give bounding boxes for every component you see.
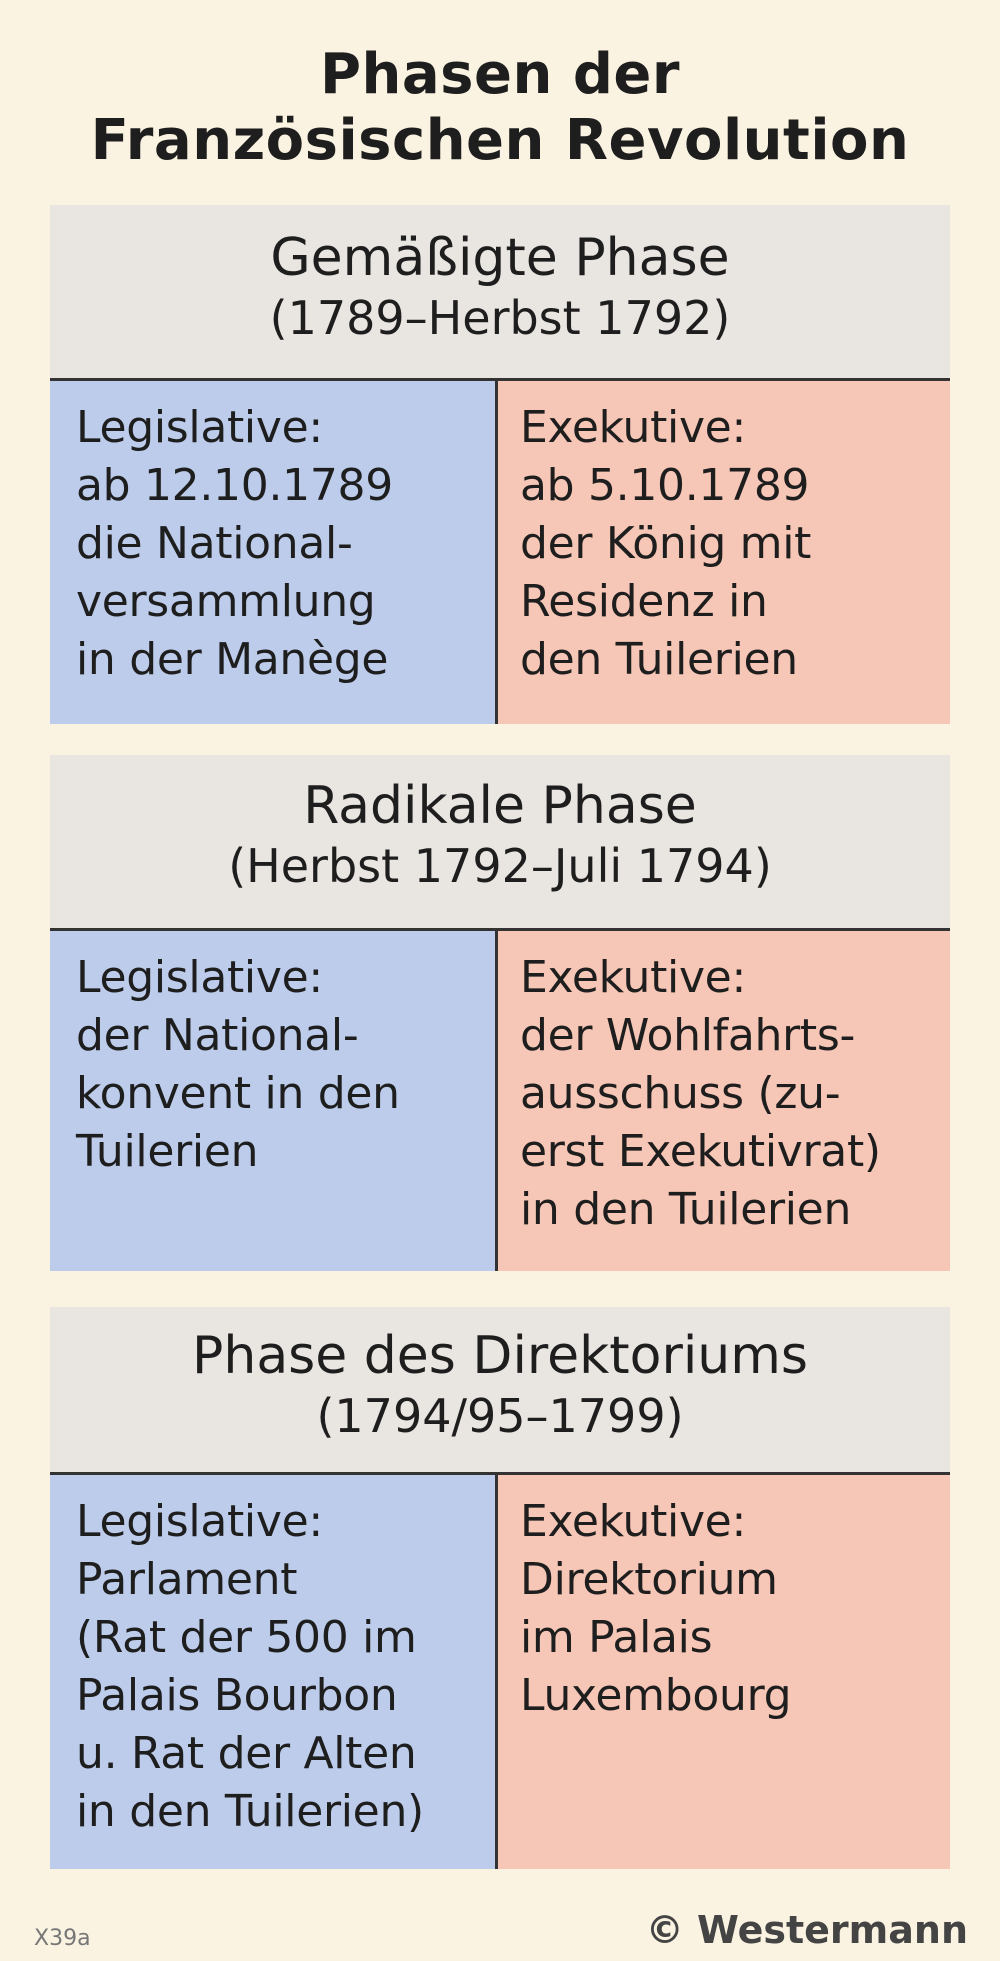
executive-line: im Palais [520,1612,713,1663]
legislative-line: ab 12.10.1789 [76,460,393,511]
executive-line: der Wohlfahrts- [520,1010,856,1061]
executive-cell [498,931,950,1271]
phase-period: (1789–Herbst 1792) [269,291,731,345]
legislative-line: Legislative: [76,1496,323,1547]
phase-header [50,205,950,381]
executive-line: erst Exekutivrat) [520,1126,881,1177]
legislative-line: Tuilerien [76,1126,259,1177]
executive-line: in den Tuilerien [520,1184,852,1235]
phase-period: (1794/95–1799) [316,1389,684,1443]
title-line-1: Phasen der [319,42,681,107]
executive-cell [498,381,950,724]
legislative-line: Palais Bourbon [76,1670,398,1721]
legislative-line: (Rat der 500 im [76,1612,417,1663]
phase-period: (Herbst 1792–Juli 1794) [228,839,772,893]
legislative-line: Legislative: [76,952,323,1003]
phase-header [50,1307,950,1475]
legislative-cell [50,931,498,1271]
legislative-line: konvent in den [76,1068,400,1119]
executive-line: Direktorium [520,1554,778,1605]
phase-name: Radikale Phase [303,776,697,836]
phase-directory [50,1307,950,1869]
title-line-2: Französischen Revolution [90,108,910,173]
diagram-title [0,42,1000,174]
executive-line: Residenz in [520,576,768,627]
legislative-line: versammlung [76,576,376,627]
legislative-cell [50,381,498,724]
legislative-line: die National- [76,518,353,569]
phase-name: Gemäßigte Phase [270,228,730,288]
phase-header [50,755,950,931]
copyright-label: © Westermann [645,1908,968,1952]
legislative-line: Parlament [76,1554,298,1605]
executive-line: Luxembourg [520,1670,792,1721]
legislative-line: Legislative: [76,402,323,453]
executive-line: Exekutive: [520,1496,746,1547]
legislative-line: u. Rat der Alten [76,1728,417,1779]
phase-moderate [50,205,950,724]
phase-radical [50,755,950,1271]
executive-cell [498,1475,950,1869]
executive-line: ab 5.10.1789 [520,460,810,511]
executive-line: Exekutive: [520,952,746,1003]
legislative-line: der National- [76,1010,359,1061]
legislative-cell [50,1475,498,1869]
figure-code: X39a [34,1926,91,1951]
legislative-line: in der Manège [76,634,389,685]
executive-line: den Tuilerien [520,634,798,685]
executive-line: Exekutive: [520,402,746,453]
executive-line: der König mit [520,518,812,569]
legislative-line: in den Tuilerien) [76,1786,424,1837]
phase-name: Phase des Direktoriums [192,1326,808,1386]
executive-line: ausschuss (zu- [520,1068,841,1119]
